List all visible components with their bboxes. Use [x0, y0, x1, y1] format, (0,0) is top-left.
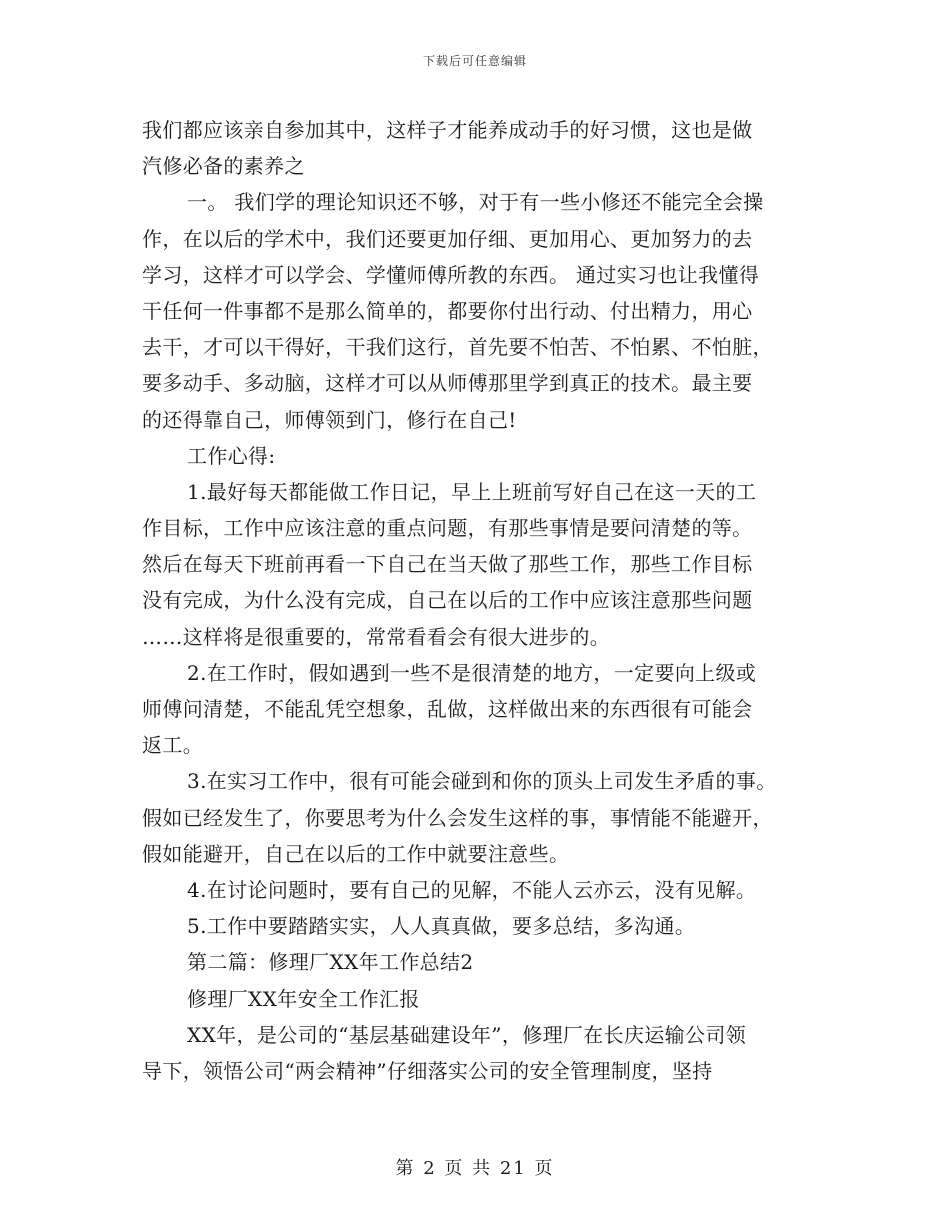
section-heading: 工作心得:	[187, 443, 276, 468]
body-line: 5.工作中要踏踏实实，人人真真做，要多总结，多沟通。	[187, 914, 696, 939]
body-line: 学习，这样才可以学会、学懂师傅所教的东西。 通过实习也让我懂得	[142, 262, 760, 287]
body-line: 去干，才可以干得好，干我们这行，首先要不怕苦、不怕累、不怕脏，	[142, 335, 773, 360]
body-line: 3.在实习工作中，很有可能会碰到和你的顶头上司发生矛盾的事。	[187, 769, 777, 794]
body-line: 我们都应该亲自参加其中，这样子才能养成动手的好习惯，这也是做	[142, 118, 753, 142]
body-line: 的还得靠自己，师傅领到门，修行在自己!	[142, 407, 517, 432]
section-heading: 第二篇：修理厂XX年工作总结2	[187, 950, 474, 975]
document-body	[142, 112, 822, 1089]
body-line: 2.在工作时，假如遇到一些不是很清楚的地方，一定要向上级或	[187, 660, 757, 685]
page-header: 下载后可任意编辑	[422, 54, 527, 68]
body-line: 没有完成，为什么没有完成，自己在以后的工作中应该注意那些问题	[142, 588, 753, 613]
body-line: 假如能避开，自己在以后的工作中就要注意些。	[142, 841, 570, 866]
body-line: ……这样将是很重要的，常常看看会有很大进步的。	[142, 624, 611, 649]
body-line: 一。 我们学的理论知识还不够，对于有一些小修还不能完全会操	[187, 190, 764, 215]
body-line: 然后在每天下班前再看一下自己在当天做了那些工作，那些工作目标	[142, 552, 753, 577]
body-line: 干任何一件事都不是那么简单的，都要你付出行动、付出精力，用心	[142, 298, 753, 323]
body-line: 师傅问清楚，不能乱凭空想象，乱做，这样做出来的东西很有可能会	[142, 697, 753, 721]
body-line: 作，在以后的学术中，我们还要更加仔细、更加用心、更加努力的去	[142, 226, 753, 251]
section-heading: 修理厂XX年安全工作汇报	[187, 986, 420, 1011]
body-line: 导下，领悟公司“两会精神”仔细落实公司的安全管理制度，坚持	[142, 1058, 713, 1083]
body-line: 要多动手、多动脑，这样才可以从师傅那里学到真正的技术。最主要	[142, 371, 753, 396]
body-line: 假如已经发生了，你要思考为什么会发生这样的事，事情能不能避开，	[142, 805, 773, 830]
body-line: 1.最好每天都能做工作日记，早上上班前写好自己在这一天的工	[187, 479, 757, 504]
body-line: 4.在讨论问题时，要有自己的见解，不能人云亦云，没有见解。	[187, 877, 757, 902]
body-line: 返工。	[142, 733, 204, 758]
body-line: XX年，是公司的“基层基础建设年”，修理厂在长庆运输公司领	[187, 1022, 747, 1047]
page-footer: 第 2 页 共 21 页	[395, 1158, 555, 1179]
body-line: 作目标，工作中应该注意的重点问题，有那些事情是要问清楚的等。	[142, 516, 753, 541]
body-line: 汽修必备的素养之	[142, 154, 305, 179]
